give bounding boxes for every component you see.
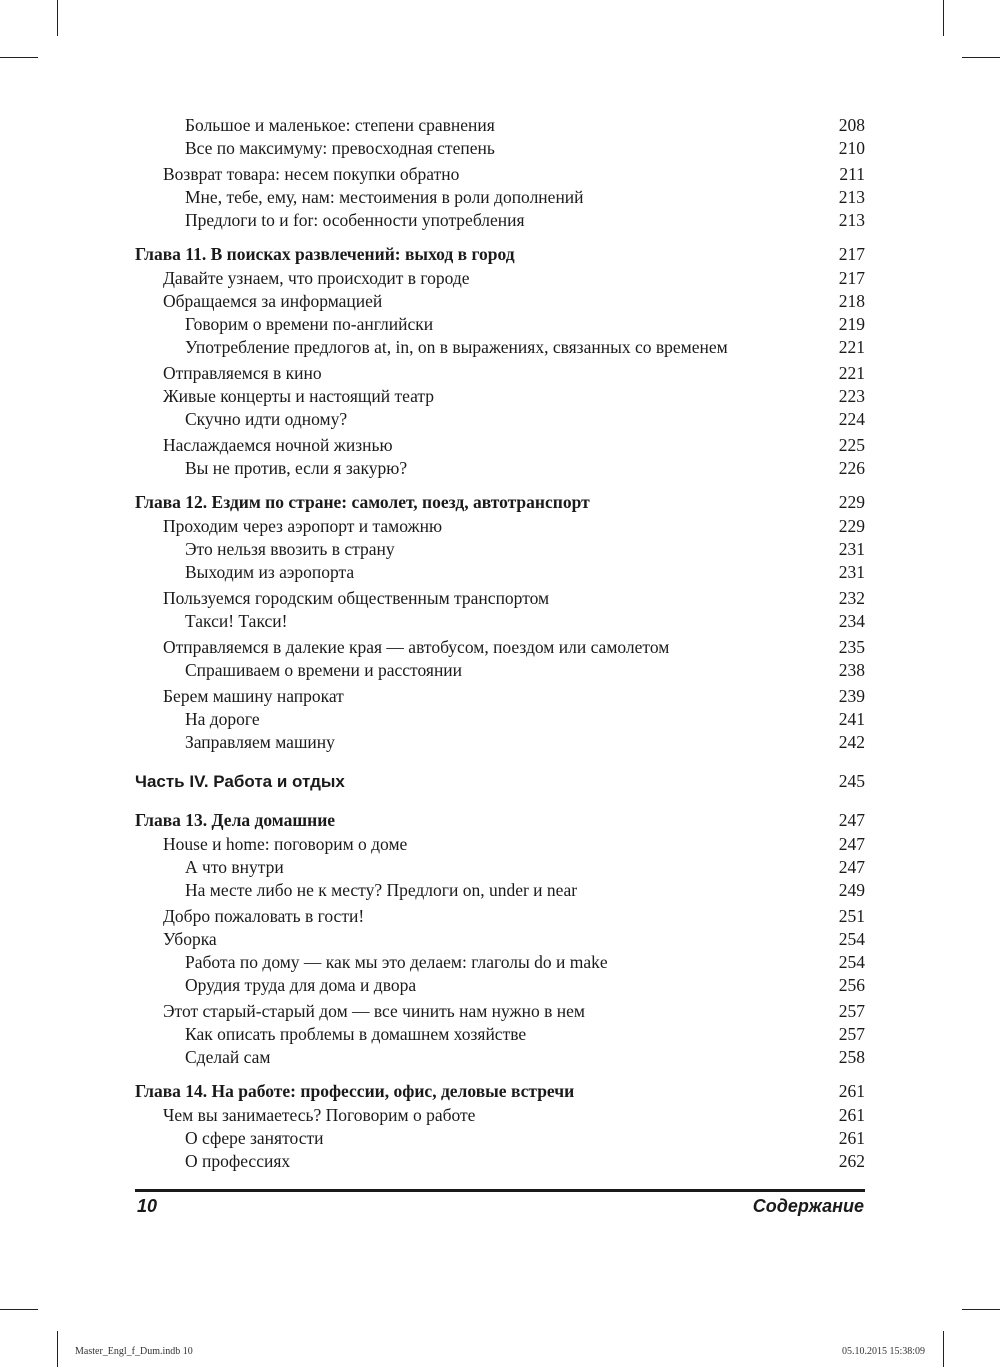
toc-entry-sub1: [135, 685, 865, 708]
toc-entry-page: 242: [838, 732, 865, 752]
toc-entry-title: Предлоги to и for: особенности употребления: [185, 210, 525, 230]
toc-entry-sub1: [135, 905, 865, 928]
toc-entry-title: Сделай сам: [185, 1047, 271, 1067]
toc-entry-page: 211: [839, 164, 865, 184]
toc-entry-sub2: [135, 408, 865, 431]
toc-entry-sub2: [135, 1127, 865, 1150]
toc-entry-title: На дороге: [185, 709, 260, 729]
toc-entry-sub1: [135, 385, 865, 408]
toc-entry-title: О сфере занятости: [185, 1128, 324, 1148]
toc-entry-title: Обращаемся за информацией: [163, 291, 383, 311]
toc-entry-sub1: [135, 434, 865, 457]
toc-entry-page: 235: [838, 637, 865, 657]
toc-entry-page: 213: [838, 210, 865, 230]
crop-mark: [0, 57, 38, 58]
toc-entry-page: 229: [838, 492, 865, 512]
toc-entry-title: Такси! Такси!: [185, 611, 288, 631]
toc-entry-page: 219: [838, 314, 865, 334]
toc-entry-title: Вы не против, если я закурю?: [185, 458, 408, 478]
toc-entry-title: House и home: поговорим о доме: [163, 834, 408, 854]
toc-entry-title: Орудия труда для дома и двора: [185, 975, 417, 995]
toc-entry-sub2: [135, 209, 865, 232]
toc-entry-page: 249: [838, 880, 865, 900]
toc-entry-page: 256: [838, 975, 865, 995]
toc-entry-chapter: [135, 809, 865, 833]
toc-entry-page: 261: [838, 1128, 865, 1148]
toc-entry-sub1: [135, 928, 865, 951]
toc-entry-title: О профессиях: [185, 1151, 291, 1171]
toc-entry-title: Скучно идти одному?: [185, 409, 348, 429]
toc-entry-sub1: [135, 163, 865, 186]
footer-rule: [135, 1189, 865, 1192]
toc-entry-chapter: [135, 491, 865, 515]
toc-entry-title: Большое и маленькое: степени сравнения: [185, 115, 495, 135]
toc-entry-sub2: [135, 659, 865, 682]
toc-entry-page: 258: [838, 1047, 865, 1067]
toc-entry-page: 261: [838, 1081, 865, 1101]
toc-entry-sub1: [135, 515, 865, 538]
toc-entry-page: 238: [838, 660, 865, 680]
crop-mark: [57, 1331, 58, 1367]
toc-entry-title: Живые концерты и настоящий театр: [163, 386, 435, 406]
toc-entry-page: 247: [838, 857, 865, 877]
toc-entry-chapter: [135, 1080, 865, 1104]
toc-entry-page: 247: [838, 810, 865, 830]
toc-entry-sub2: [135, 114, 865, 137]
toc-entry-page: 254: [838, 929, 865, 949]
toc-entry-title: Выходим из аэропорта: [185, 562, 355, 582]
toc-entry-title: Чем вы занимаетесь? Поговорим о работе: [163, 1105, 476, 1125]
toc-entry-page: 217: [838, 268, 865, 288]
toc-entry-sub2: [135, 538, 865, 561]
toc-entry-page: 262: [838, 1151, 865, 1171]
toc-entry-title: Мне, тебе, ему, нам: местоимения в роли дополнений: [185, 187, 584, 207]
toc-entry-page: 217: [838, 244, 865, 264]
toc-entry-page: 245: [838, 771, 865, 791]
toc-entry-title: Заправляем машину: [185, 732, 335, 752]
toc-entry-title: Как описать проблемы в домашнем хозяйстве: [185, 1024, 527, 1044]
toc-entry-sub2: [135, 1023, 865, 1046]
crop-mark: [57, 0, 58, 36]
toc-entry-page: 225: [838, 435, 865, 455]
toc-entry-title: Наслаждаемся ночной жизнью: [163, 435, 393, 455]
toc-entry-sub1: [135, 833, 865, 856]
toc-entry-page: 208: [838, 115, 865, 135]
toc-entry-title: Работа по дому — как мы это делаем: глаголы do и make: [185, 952, 608, 972]
toc-entry-title: Проходим через аэропорт и таможню: [163, 516, 443, 536]
toc-entry-sub1: [135, 1104, 865, 1127]
toc-entry-page: 257: [838, 1001, 865, 1021]
toc-entry-sub1: [135, 267, 865, 290]
crop-mark: [962, 1309, 1000, 1310]
toc-entry-page: 239: [838, 686, 865, 706]
toc-entry-sub1: [135, 587, 865, 610]
toc-entry-sub2: [135, 336, 865, 359]
crop-mark: [962, 57, 1000, 58]
slug-timestamp: 05.10.2015 15:38:09: [841, 1346, 925, 1357]
toc-entry-sub2: [135, 457, 865, 480]
toc-entry-sub2: [135, 561, 865, 584]
section-title: Содержание: [752, 1196, 864, 1216]
toc-entry-sub2: [135, 856, 865, 879]
toc-entry-sub2: [135, 974, 865, 997]
toc-entry-page: 210: [838, 138, 865, 158]
toc-entry-chapter: [135, 243, 865, 267]
toc-entry-sub1: [135, 362, 865, 385]
toc-entry-title: Все по максимуму: превосходная степень: [185, 138, 495, 158]
toc-entry-page: 234: [838, 611, 865, 631]
toc-entry-title: Глава 13. Дела домашние: [135, 810, 336, 830]
toc-entry-title: Пользуемся городским общественным транспортом: [163, 588, 550, 608]
toc-entry-title: Уборка: [163, 929, 217, 949]
toc-entry-page: 223: [838, 386, 865, 406]
toc-entry-title: Спрашиваем о времени и расстоянии: [185, 660, 463, 680]
toc-entry-part: [135, 770, 865, 798]
toc-entry-sub2: [135, 708, 865, 731]
toc-entry-page: 213: [838, 187, 865, 207]
toc-entry-title: А что внутри: [185, 857, 284, 877]
toc-entry-title: Отправляемся в далекие края — автобусом, поездом или самолетом: [163, 637, 670, 657]
toc-entry-sub1: [135, 290, 865, 313]
toc-entry-title: Это нельзя ввозить в страну: [185, 539, 395, 559]
page-number: 10: [137, 1196, 158, 1216]
toc-entry-title: Говорим о времени по-английски: [185, 314, 434, 334]
crop-mark: [943, 0, 944, 36]
toc-entry-sub1: [135, 1000, 865, 1023]
toc-entry-sub2: [135, 1150, 865, 1173]
toc-entry-sub2: [135, 137, 865, 160]
toc-entry-sub2: [135, 731, 865, 754]
toc-entry-title: На месте либо не к месту? Предлоги on, under и near: [185, 880, 578, 900]
table-of-contents: [135, 114, 865, 1173]
toc-entry-page: 257: [838, 1024, 865, 1044]
toc-entry-page: 218: [838, 291, 865, 311]
toc-entry-page: 261: [838, 1105, 865, 1125]
toc-entry-page: 221: [838, 337, 865, 357]
toc-entry-sub2: [135, 879, 865, 902]
toc-entry-sub2: [135, 313, 865, 336]
toc-entry-title: Глава 14. На работе: профессии, офис, деловые встречи: [135, 1081, 575, 1101]
toc-entry-page: 221: [838, 363, 865, 383]
toc-entry-sub2: [135, 1046, 865, 1069]
toc-entry-page: 229: [838, 516, 865, 536]
toc-entry-sub2: [135, 186, 865, 209]
toc-entry-page: 251: [838, 906, 865, 926]
toc-entry-page: 231: [838, 562, 865, 582]
toc-entry-page: 247: [838, 834, 865, 854]
toc-entry-title: Давайте узнаем, что происходит в городе: [163, 268, 470, 288]
toc-entry-page: 232: [838, 588, 865, 608]
crop-mark: [0, 1309, 38, 1310]
toc-entry-title: Глава 12. Ездим по стране: самолет, поезд, автотранспорт: [135, 492, 590, 512]
toc-entry-title: Отправляемся в кино: [163, 363, 322, 383]
toc-entry-page: 226: [838, 458, 865, 478]
toc-entry-page: 231: [838, 539, 865, 559]
toc-entry-title: Часть IV. Работа и отдых: [135, 772, 345, 791]
toc-entry-title: Этот старый-старый дом — все чинить нам нужно в нем: [163, 1001, 585, 1021]
toc-entry-title: Глава 11. В поисках развлечений: выход в город: [135, 244, 515, 264]
toc-entry-sub1: [135, 636, 865, 659]
toc-entry-title: Берем машину напрокат: [163, 686, 344, 706]
toc-entry-page: 224: [838, 409, 865, 429]
toc-entry-sub2: [135, 610, 865, 633]
toc-entry-sub2: [135, 951, 865, 974]
toc-entry-page: 241: [838, 709, 865, 729]
crop-mark: [943, 1331, 944, 1367]
toc-entry-title: Употребление предлогов at, in, on в выражениях, связанных со временем: [185, 337, 728, 357]
slug-filename: Master_Engl_f_Dum.indb 10: [75, 1346, 193, 1357]
toc-entry-page: 254: [838, 952, 865, 972]
toc-entry-title: Возврат товара: несем покупки обратно: [163, 164, 460, 184]
toc-entry-title: Добро пожаловать в гости!: [163, 906, 365, 926]
